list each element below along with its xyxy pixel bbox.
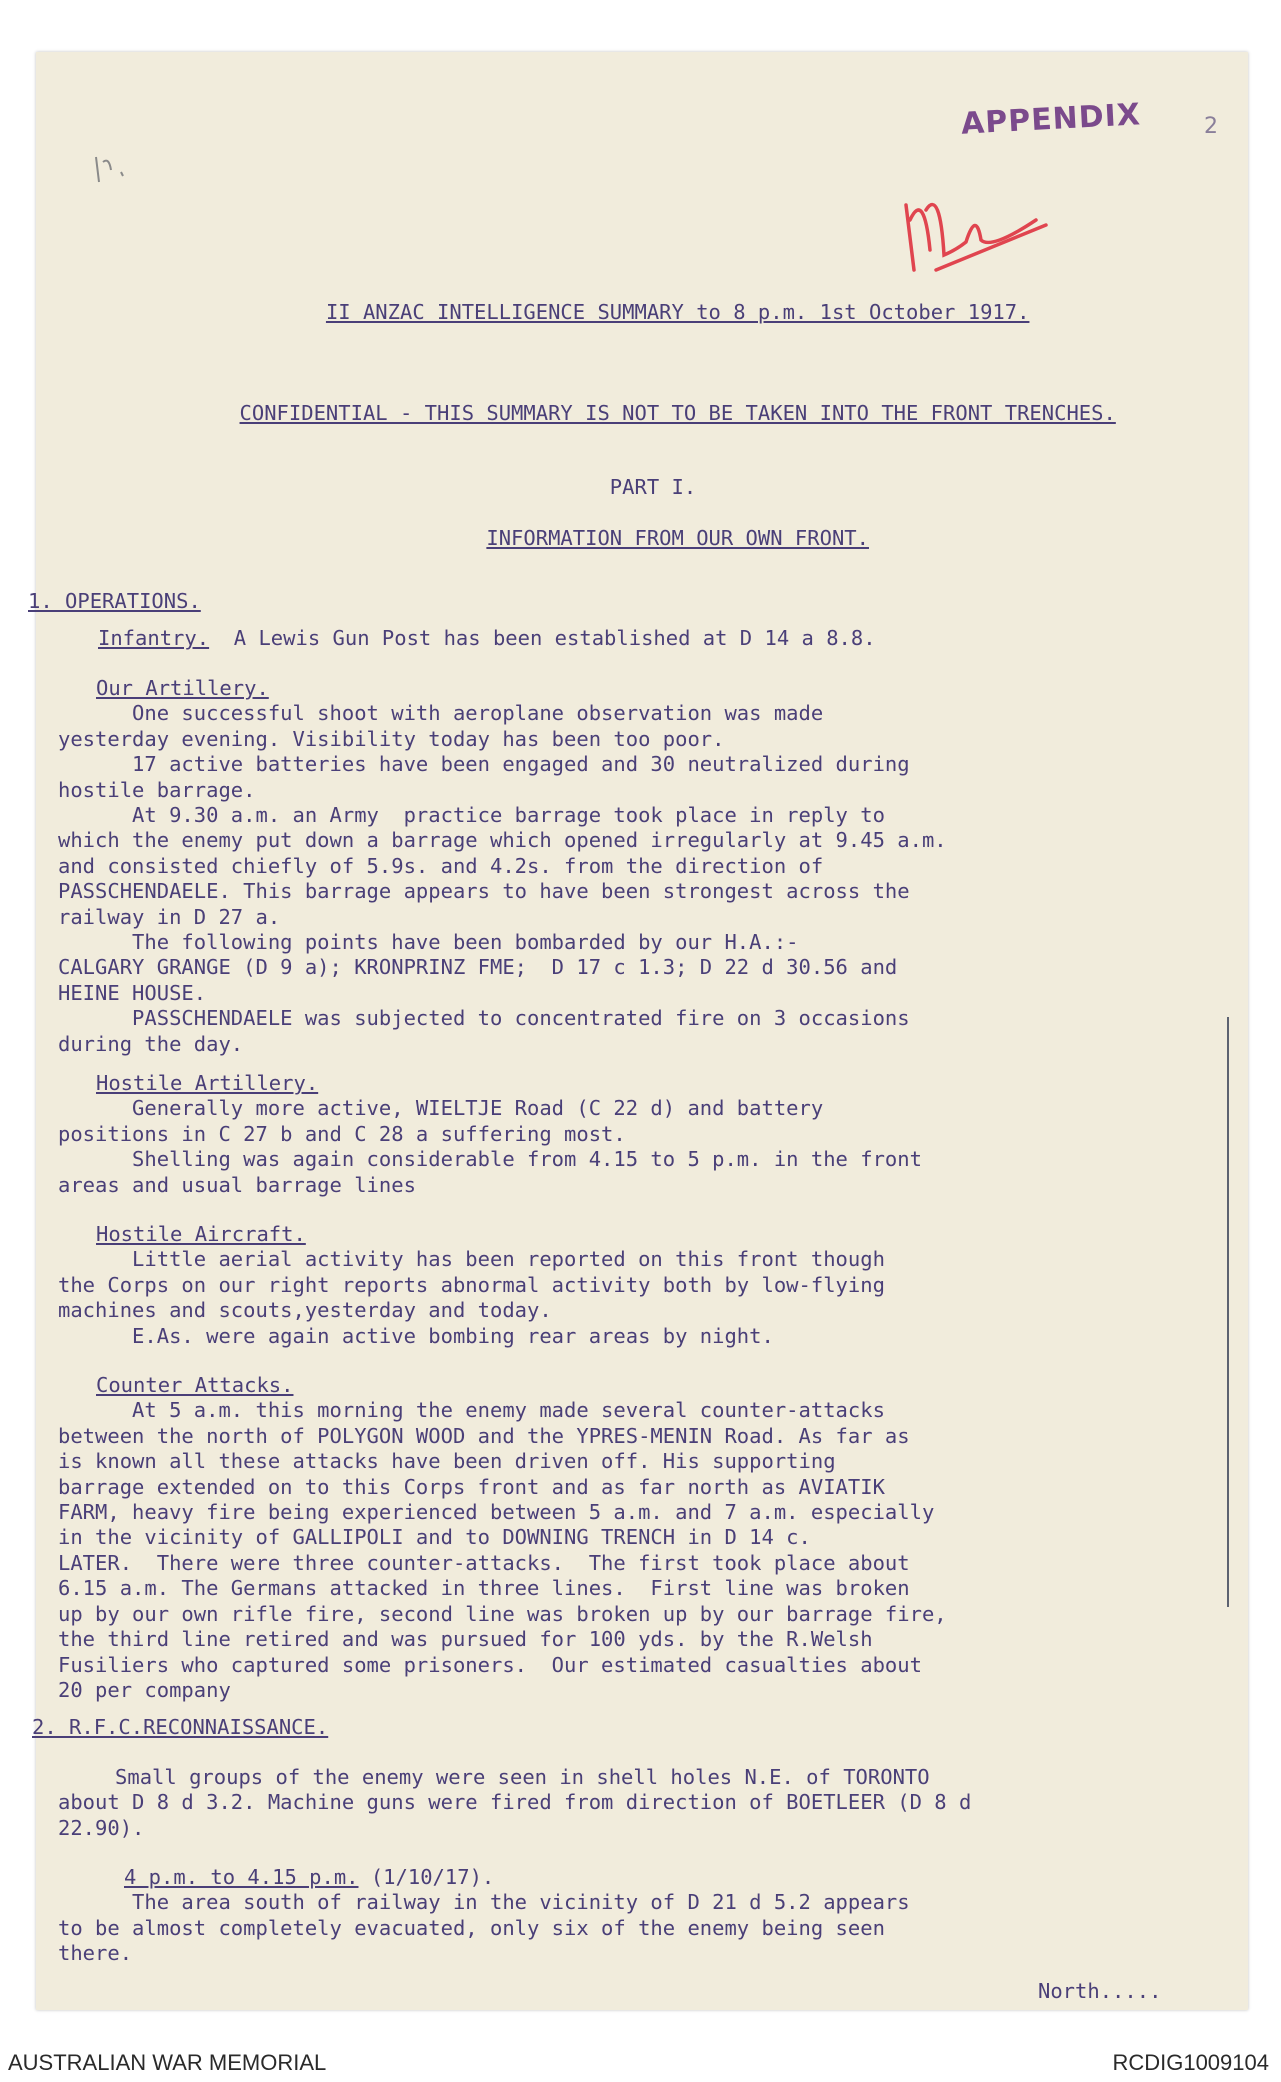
text-line: is known all these attacks have been driven off. His supporting bbox=[58, 1449, 836, 1474]
text-line: in the vicinity of GALLIPOLI and to DOWNING TRENCH in D 14 c. bbox=[58, 1525, 811, 1550]
text-line: positions in C 27 b and C 28 a suffering most. bbox=[58, 1121, 626, 1146]
text-line: barrage extended on to this Corps front and as far north as AVIATIK bbox=[58, 1474, 885, 1499]
text-line: Little aerial activity has been reported on this front though bbox=[58, 1247, 885, 1272]
text-line: 6.15 a.m. The Germans attacked in three lines. First line was broken bbox=[58, 1576, 910, 1601]
footer-id: RCDIG1009104 bbox=[1112, 2050, 1269, 2075]
part-title: INFORMATION FROM OUR OWN FRONT. bbox=[486, 526, 869, 551]
infantry-paragraph: Infantry. A Lewis Gun Post has been established at D 14 a 8.8. bbox=[98, 626, 876, 651]
our-artillery-label: Our Artillery. bbox=[96, 675, 269, 700]
hostile-aircraft-label: Hostile Aircraft. bbox=[96, 1222, 306, 1246]
text-line: E.As. were again active bombing rear areas by night. bbox=[58, 1323, 774, 1348]
text-line: Shelling was again considerable from 4.15 to 5 p.m. in the front bbox=[58, 1147, 922, 1172]
text-line: PASSCHENDAELE. This barrage appears to have been strongest across the bbox=[58, 879, 910, 904]
text-line: between the north of POLYGON WOOD and the YPRES-MENIN Road. As far as bbox=[58, 1423, 910, 1448]
footer-credit: AUSTRALIAN WAR MEMORIAL bbox=[8, 2050, 327, 2075]
time-heading: 4 p.m. to 4.15 p.m. (1/10/17). bbox=[124, 1864, 495, 1889]
continued-marker: North..... bbox=[1038, 1978, 1162, 2003]
text-line: The area south of railway in the vicinity of D 21 d 5.2 appears bbox=[58, 1890, 910, 1915]
text-line: the third line retired and was pursued for 100 yds. by the R.Welsh bbox=[58, 1627, 873, 1652]
text-line: there. bbox=[58, 1941, 133, 1966]
text-line: PASSCHENDAELE was subjected to concentrated fire on 3 occasions bbox=[58, 1006, 910, 1031]
text-line: hostile barrage. bbox=[58, 777, 256, 802]
text-line: HEINE HOUSE. bbox=[58, 980, 207, 1005]
text-line: At 5 a.m. this morning the enemy made several counter-attacks bbox=[58, 1398, 885, 1423]
appendix-stamp: APPENDIX bbox=[960, 97, 1142, 142]
text-line: up by our own rifle fire, second line was broken up by our barrage fire, bbox=[58, 1601, 947, 1626]
text-line: FARM, heavy fire being experienced between 5 a.m. and 7 a.m. especially bbox=[58, 1500, 935, 1525]
section-rfc-title: 2. R.F.C.RECONNAISSANCE. bbox=[32, 1715, 329, 1740]
text-line: areas and usual barrage lines bbox=[58, 1172, 416, 1197]
text-line: machines and scouts,yesterday and today. bbox=[58, 1298, 552, 1323]
handwritten-initials bbox=[896, 180, 1056, 290]
text-line: to be almost completely evacuated, only six of the enemy being seen bbox=[58, 1915, 885, 1940]
text-line: Fusiliers who captured some prisoners. Our estimated casualties about bbox=[58, 1652, 922, 1677]
page-number: 2 bbox=[1204, 114, 1218, 139]
confidential-notice: CONFIDENTIAL - THIS SUMMARY IS NOT TO BE TAKEN INTO THE FRONT TRENCHES. bbox=[239, 400, 1116, 425]
text-line: Small groups of the enemy were seen in shell holes N.E. of TORONTO bbox=[78, 1764, 930, 1789]
text-line: Generally more active, WIELTJE Road (C 22 d) and battery bbox=[58, 1096, 824, 1121]
text-line: about D 8 d 3.2. Machine guns were fired from direction of BOETLEER (D 8 d bbox=[58, 1790, 972, 1815]
text-line: which the enemy put down a barrage which opened irregularly at 9.45 a.m. bbox=[58, 828, 947, 853]
counter-attacks-label: Counter Attacks. bbox=[96, 1373, 294, 1398]
text-line: 22.90). bbox=[58, 1815, 145, 1840]
text-line: during the day. bbox=[58, 1031, 244, 1056]
text-line: railway in D 27 a. bbox=[58, 904, 281, 929]
section-operations-title: 1. OPERATIONS. bbox=[28, 589, 201, 614]
text-line: 20 per company bbox=[58, 1677, 231, 1702]
margin-rule bbox=[1227, 1017, 1229, 1607]
text-line: One successful shoot with aeroplane observation was made bbox=[58, 701, 824, 726]
text-line: The following points have been bombarded by our H.A.:- bbox=[58, 929, 799, 954]
text-line: 17 active batteries have been engaged and 30 neutralized during bbox=[58, 752, 910, 777]
document-body bbox=[28, 275, 1208, 2004]
text-line: the Corps on our right reports abnormal activity both by low-flying bbox=[58, 1272, 885, 1297]
text-line: CALGARY GRANGE (D 9 a); KRONPRINZ FME; D 17 c 1.3; D 22 d 30.56 and bbox=[58, 955, 898, 980]
infantry-label: Infantry. bbox=[98, 626, 210, 651]
part-number: PART I. bbox=[609, 475, 697, 500]
margin-scrawl bbox=[91, 152, 151, 192]
summary-heading: II ANZAC INTELLIGENCE SUMMARY to 8 p.m. 1st October 1917. bbox=[325, 300, 1030, 325]
text-line: At 9.30 a.m. an Army practice barrage took place in reply to bbox=[58, 802, 885, 827]
text-line: yesterday evening. Visibility today has been too poor. bbox=[58, 726, 725, 751]
hostile-artillery-label: Hostile Artillery. bbox=[96, 1070, 319, 1095]
text-line: and consisted chiefly of 5.9s. and 4.2s. from the direction of bbox=[58, 853, 824, 878]
text-line: LATER. There were three counter-attacks. The first took place about bbox=[58, 1550, 910, 1575]
